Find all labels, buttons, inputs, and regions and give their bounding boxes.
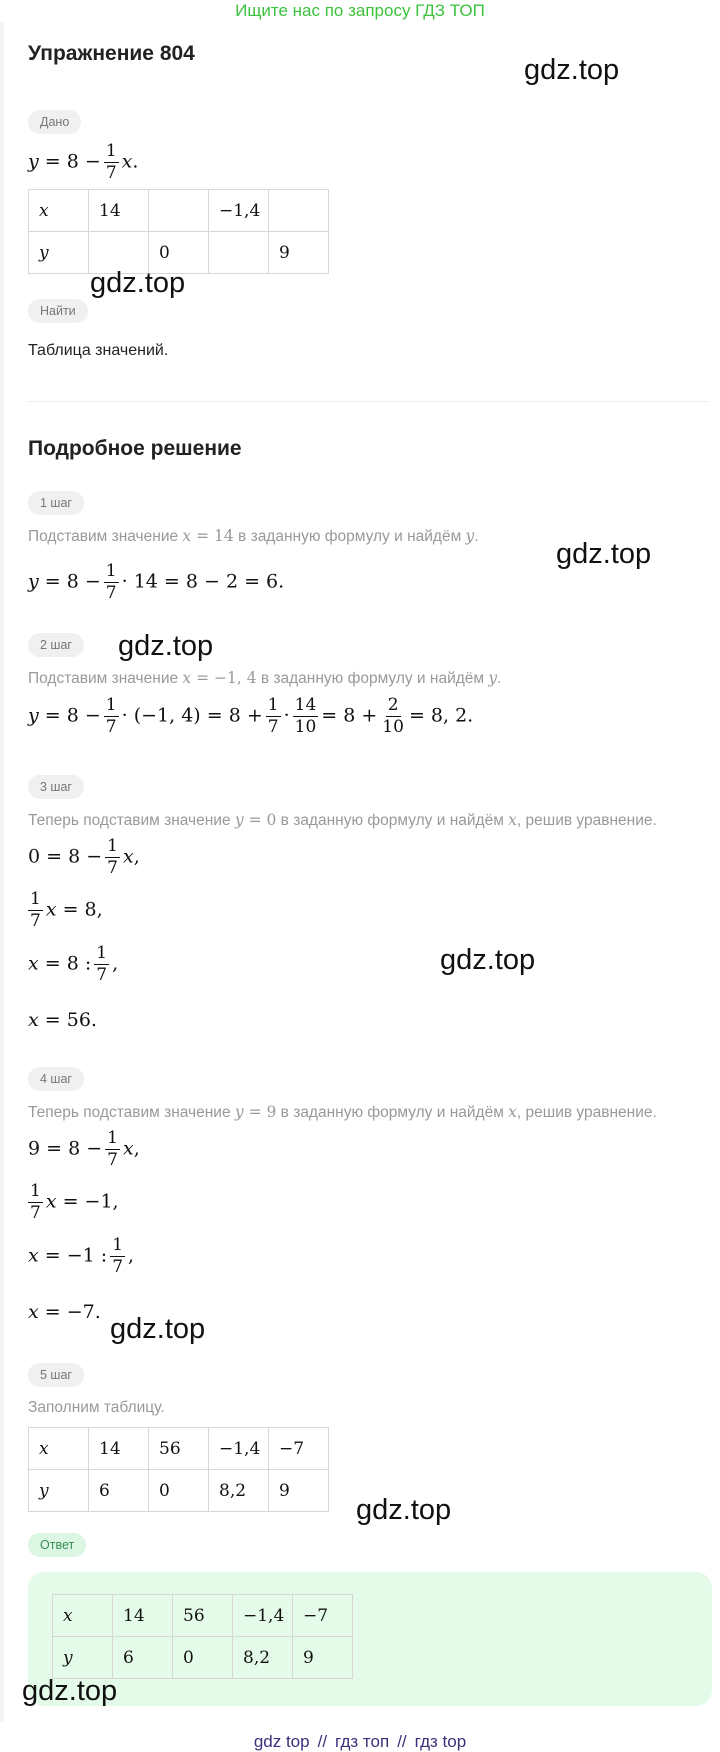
table-cell: 0 bbox=[149, 1470, 209, 1512]
formula-var: x bbox=[121, 150, 133, 173]
table-cell bbox=[149, 190, 209, 232]
step-3-equation-1: 0 = 8 − $\frac{1}{7}$ x, bbox=[28, 836, 140, 878]
table-cell: −7 bbox=[269, 1428, 329, 1470]
watermark: gdz.top bbox=[556, 538, 652, 570]
table-cell: −7 bbox=[293, 1595, 353, 1637]
watermark: gdz.top bbox=[356, 1494, 452, 1526]
watermark: gdz.top bbox=[22, 1675, 118, 1707]
footer-link-gdz-top-mixed[interactable]: гдз top bbox=[414, 1732, 467, 1751]
table-cell: 14 bbox=[113, 1595, 173, 1637]
step-2-math: y = 8 − $\frac{1}{7}$ · (−1, 4) = 8 + $\frac{1}{7}$ · $\frac{14}{10}$ = 8 + $\frac{2}{10}$ = 8, 2. bbox=[28, 695, 474, 737]
given-label: Дано bbox=[28, 110, 81, 134]
step-4-equation-4: x = −7. bbox=[28, 1301, 101, 1323]
step-1-label: 1 шаг bbox=[28, 491, 84, 515]
footer-separator: // bbox=[397, 1732, 407, 1751]
table-cell: x bbox=[29, 190, 89, 232]
exercise-title: Упражнение 804 bbox=[28, 42, 195, 65]
step-5-label: 5 шаг bbox=[28, 1363, 84, 1387]
step-2-description: Подставим значение x = −1, 4 в заданную формулу и найдём y. bbox=[28, 669, 502, 687]
step-3-description: Теперь подставим значение y = 0 в заданную формулу и найдём x, решив уравнение. bbox=[28, 811, 657, 829]
formula-minus: − bbox=[84, 150, 101, 173]
section-divider bbox=[28, 401, 708, 402]
table-cell: 9 bbox=[293, 1637, 353, 1679]
watermark: gdz.top bbox=[110, 1313, 206, 1345]
watermark: gdz.top bbox=[90, 267, 186, 299]
table-cell: 0 bbox=[173, 1637, 233, 1679]
given-formula bbox=[28, 143, 138, 182]
table-cell bbox=[269, 190, 329, 232]
table-cell: y bbox=[53, 1637, 113, 1679]
table-cell: 9 bbox=[269, 1470, 329, 1512]
left-edge-bar bbox=[0, 22, 4, 1722]
formula-fraction: $\frac{1}{7}$ bbox=[105, 141, 117, 183]
step-4-label: 4 шаг bbox=[28, 1067, 84, 1091]
table-cell: −1,4 bbox=[209, 190, 269, 232]
table-cell: 6 bbox=[89, 1470, 149, 1512]
table-cell: 14 bbox=[89, 1428, 149, 1470]
footer-links bbox=[0, 1732, 720, 1752]
filled-table-row-x bbox=[29, 1428, 329, 1470]
step-5-description: Заполним таблицу. bbox=[28, 1399, 165, 1416]
solution-title: Подробное решение bbox=[28, 437, 242, 460]
table-cell: y bbox=[29, 232, 89, 274]
table-cell: 9 bbox=[269, 232, 329, 274]
find-text: Таблица значений. bbox=[28, 342, 169, 359]
given-table bbox=[28, 189, 329, 274]
table-cell bbox=[209, 232, 269, 274]
table-cell: x bbox=[53, 1595, 113, 1637]
find-label: Найти bbox=[28, 299, 88, 323]
table-cell: y bbox=[29, 1470, 89, 1512]
table-cell: 8,2 bbox=[209, 1470, 269, 1512]
step-3-equation-2: $\frac{1}{7}$ x = 8, bbox=[30, 889, 103, 931]
step-1-math: y = 8 − $\frac{1}{7}$ · 14 = 8 − 2 = 6. bbox=[28, 561, 285, 603]
table-cell: −1,4 bbox=[209, 1428, 269, 1470]
table-cell: x bbox=[29, 1428, 89, 1470]
filled-table-row-y bbox=[29, 1470, 329, 1512]
table-cell: −1,4 bbox=[233, 1595, 293, 1637]
step-1-description: Подставим значение x = 14 в заданную формулу и найдём y. bbox=[28, 527, 479, 545]
watermark: gdz.top bbox=[524, 54, 620, 86]
watermark: gdz.top bbox=[440, 944, 536, 976]
table-cell: 8,2 bbox=[233, 1637, 293, 1679]
answer-table-row-y bbox=[53, 1637, 353, 1679]
table-cell: 0 bbox=[149, 232, 209, 274]
footer-separator: // bbox=[317, 1732, 328, 1751]
search-banner[interactable]: Ищите нас по запросу ГДЗ ТОП bbox=[235, 1, 485, 20]
step-2-label: 2 шаг bbox=[28, 633, 84, 657]
footer-link-gdz-top[interactable]: gdz top bbox=[253, 1732, 310, 1751]
table-cell: 14 bbox=[89, 190, 149, 232]
formula-end: . bbox=[132, 150, 139, 173]
step-3-equation-3: x = 8 : $\frac{1}{7}$ , bbox=[28, 943, 119, 985]
step-4-equation-2: $\frac{1}{7}$ x = −1, bbox=[30, 1181, 119, 1223]
answer-label: Ответ bbox=[28, 1533, 86, 1557]
formula-lhs: y bbox=[28, 150, 39, 173]
step-4-equation-3: x = −1 : $\frac{1}{7}$ , bbox=[28, 1235, 135, 1277]
table-cell: 56 bbox=[149, 1428, 209, 1470]
answer-table bbox=[52, 1594, 353, 1679]
watermark: gdz.top bbox=[118, 630, 214, 662]
table-cell: 56 bbox=[173, 1595, 233, 1637]
step-4-equation-1: 9 = 8 − $\frac{1}{7}$ x, bbox=[28, 1128, 140, 1170]
step-3-equation-4: x = 56. bbox=[28, 1009, 97, 1031]
answer-table-row-x bbox=[53, 1595, 353, 1637]
formula-eq: = bbox=[44, 150, 61, 173]
formula-a: 8 bbox=[66, 150, 79, 173]
footer-link-gdz-top-ru[interactable]: гдз топ bbox=[335, 1732, 390, 1751]
step-3-label: 3 шаг bbox=[28, 775, 84, 799]
table-cell: 6 bbox=[113, 1637, 173, 1679]
filled-table bbox=[28, 1427, 329, 1512]
given-table-row-x bbox=[29, 190, 329, 232]
step-4-description: Теперь подставим значение y = 9 в заданную формулу и найдём x, решив уравнение. bbox=[28, 1103, 657, 1121]
